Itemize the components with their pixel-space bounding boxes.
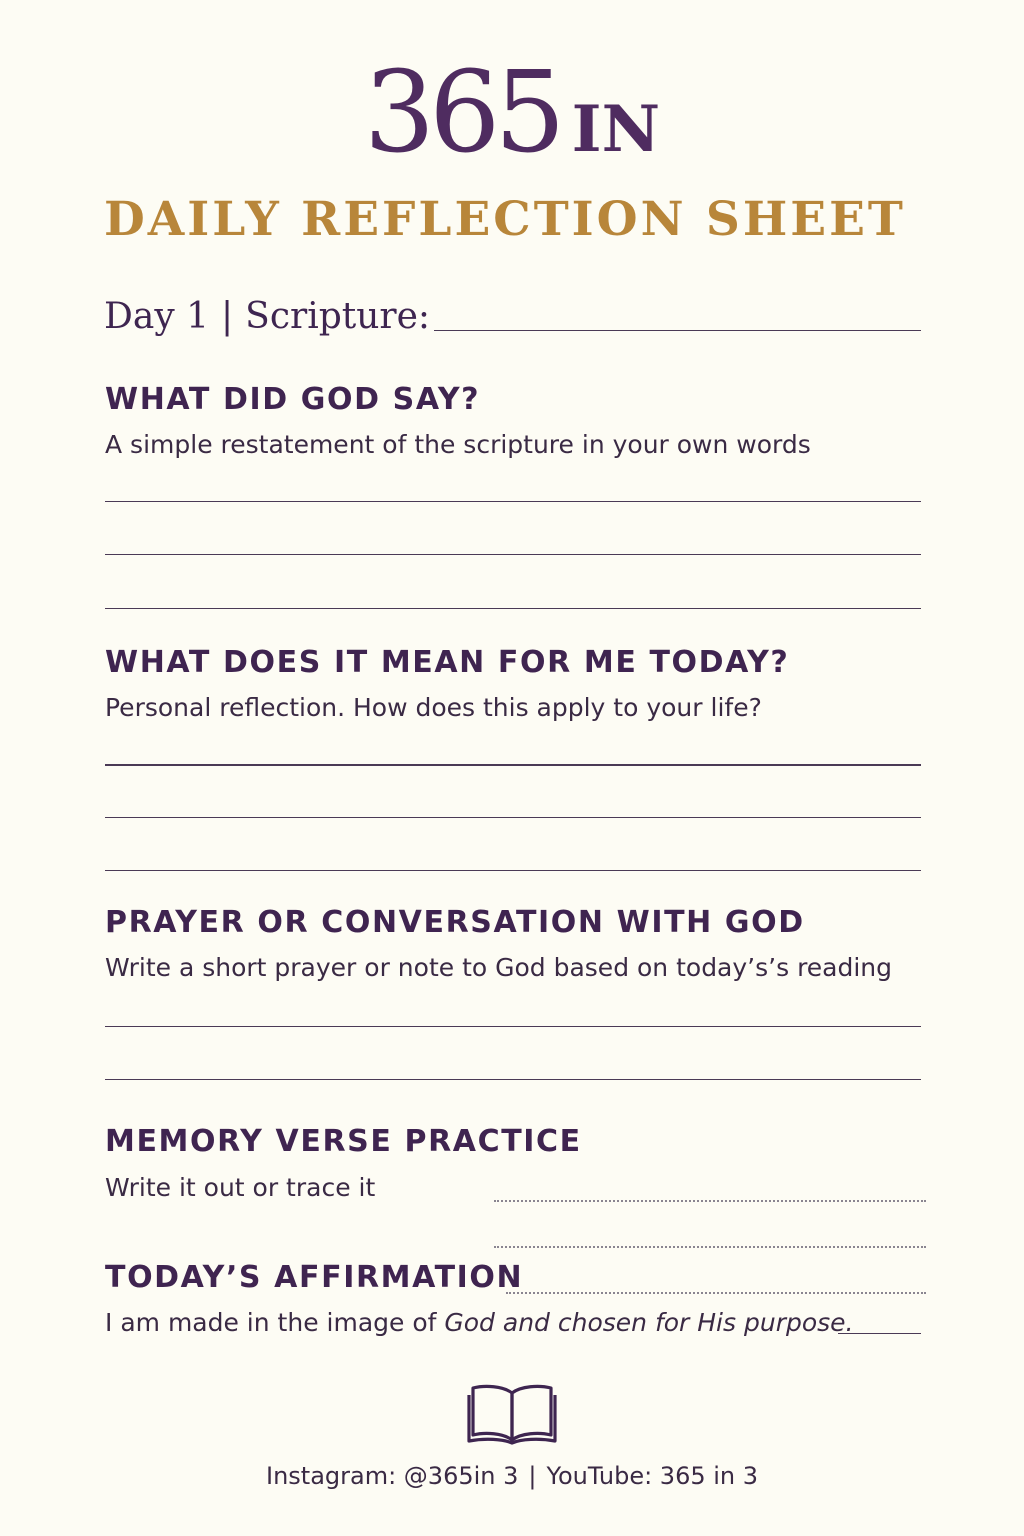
open-book-icon (467, 1383, 557, 1449)
affirmation-text-plain: I am made in the image of (105, 1308, 445, 1337)
section-subtitle-what-did-god-say: A simple restatement of the scripture in your own words (105, 430, 811, 459)
affirmation-text-italic: God and chosen for His purpose. (444, 1308, 854, 1337)
youtube-channel: YouTube: 365 in 3 (546, 1462, 759, 1490)
affirmation-text (105, 1308, 854, 1337)
trace-dotted-line[interactable] (494, 1246, 926, 1248)
section-heading-prayer: PRAYER OR CONVERSATION WITH GOD (105, 905, 805, 940)
section-subtitle-meaning-today: Personal reflection. How does this apply to your life? (105, 693, 762, 722)
write-line[interactable] (105, 870, 921, 871)
scripture-label: Scripture: (245, 296, 431, 337)
section-subtitle-prayer: Write a short prayer or note to God based on today’s’s reading (105, 953, 893, 982)
write-line[interactable] (105, 764, 921, 766)
footer-separator: | (528, 1462, 537, 1490)
brand-number: 365 (363, 48, 560, 178)
brand-suffix: IN (571, 92, 661, 167)
write-line[interactable] (105, 1026, 921, 1027)
trace-dotted-line[interactable] (506, 1292, 926, 1294)
section-heading-memory-verse: MEMORY VERSE PRACTICE (105, 1124, 582, 1159)
brand-logo (0, 48, 1024, 178)
section-heading-meaning-today: WHAT DOES IT MEAN FOR ME TODAY? (105, 645, 790, 680)
write-line[interactable] (105, 554, 921, 555)
social-footer (0, 1462, 1024, 1490)
affirmation-heading: TODAY’S AFFIRMATION (105, 1260, 524, 1295)
day-label: Day 1 (104, 296, 210, 337)
section-heading-what-did-god-say: WHAT DID GOD SAY? (105, 382, 481, 417)
write-line[interactable] (105, 608, 921, 609)
day-scripture-line (104, 296, 430, 346)
write-line[interactable] (105, 501, 921, 502)
day-separator: | (221, 296, 234, 337)
affirmation-write-line[interactable] (838, 1333, 921, 1334)
write-line[interactable] (105, 817, 921, 818)
instagram-handle: Instagram: @365in 3 (265, 1462, 519, 1490)
trace-dotted-line[interactable] (494, 1200, 926, 1202)
write-line[interactable] (105, 1079, 921, 1080)
section-subtitle-memory-verse: Write it out or trace it (105, 1173, 376, 1202)
scripture-write-line[interactable] (434, 330, 921, 331)
sheet-title: DAILY REFLECTION SHEET (104, 192, 906, 247)
